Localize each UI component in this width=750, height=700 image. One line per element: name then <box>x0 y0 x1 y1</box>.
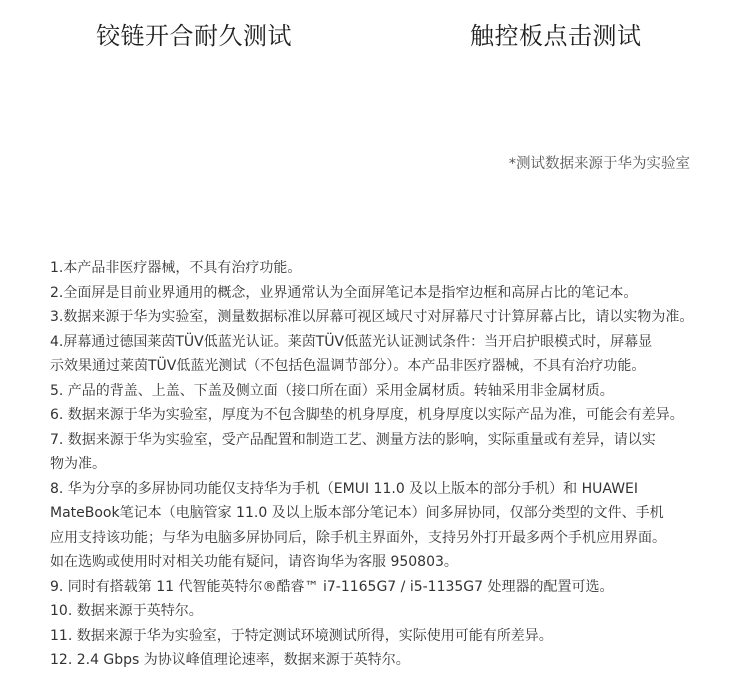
touchpad-click-test-heading: 触控板点击测试 <box>470 22 642 50</box>
footnote-line: 4.屏幕通过德国莱茵TÜV低蓝光认证。莱茵TÜV低蓝光认证测试条件：当开启护眼模式时，屏幕显 <box>50 333 653 350</box>
hinge-durability-test-heading: 铰链开合耐久测试 <box>96 22 292 50</box>
footnote-line: 7. 数据来源于华为实验室，受产品配置和制造工艺、测量方法的影响，实际重量或有差异，请以实 <box>50 431 656 448</box>
footnote-line: 如在选购或使用时对相关功能有疑问，请咨询华为客服 950803。 <box>50 554 458 570</box>
footnote-line: 5. 产品的背盖、上盖、下盖及侧立面（接口所在面）采用金属材质。转轴采用非金属材质。 <box>50 382 614 399</box>
footnote-line: 应用支持该功能；与华为电脑多屏协同后，除手机主界面外，支持另外打开最多两个手机应用界面。 <box>50 529 666 546</box>
footnote-line: 物为准。 <box>50 456 106 472</box>
footnote-line: 1.本产品非医疗器械，不具有治疗功能。 <box>50 260 302 276</box>
footnote-line: 8. 华为分享的多屏协同功能仅支持华为手机（EMUI 11.0 及以上版本的部分手机）和 HUAWEI <box>50 480 639 497</box>
footnote-line: 6. 数据来源于华为实验室，厚度为不包含脚垫的机身厚度，机身厚度以实际产品为准，可能会有差异。 <box>50 407 684 423</box>
footnote-line: 12. 2.4 Gbps 为协议峰值理论速率，数据来源于英特尔。 <box>50 652 410 668</box>
footnote-line: 2.全面屏是目前业界通用的概念，业界通常认为全面屏笔记本是指窄边框和高屏占比的笔记本。 <box>50 284 638 301</box>
footnotes-list <box>50 256 700 673</box>
footnote-line: 9. 同时有搭载第 11 代智能英特尔®酷睿™ i7-1165G7 / i5-1135G7 处理器的配置可选。 <box>50 578 614 595</box>
footnote-line: 10. 数据来源于英特尔。 <box>50 603 203 619</box>
footnote-line: 11. 数据来源于华为实验室，于特定测试环境测试所得，实际使用可能有所差异。 <box>50 627 553 644</box>
footnote-line: MateBook笔记本（电脑管家 11.0 及以上版本部分笔记本）间多屏协同，仅部分类型的文件、手机 <box>50 505 664 521</box>
footnote-line: 示效果通过莱茵TÜV低蓝光测试（不包括色温调节部分）。本产品非医疗器械，不具有治疗功能。 <box>50 358 646 374</box>
footnote-line: 3.数据来源于华为实验室，测量数据标准以屏幕可视区域尺寸对屏幕尺寸计算屏幕占比，请以实物为准。 <box>50 309 694 325</box>
test-data-source-note: *测试数据来源于华为实验室 <box>508 156 690 172</box>
